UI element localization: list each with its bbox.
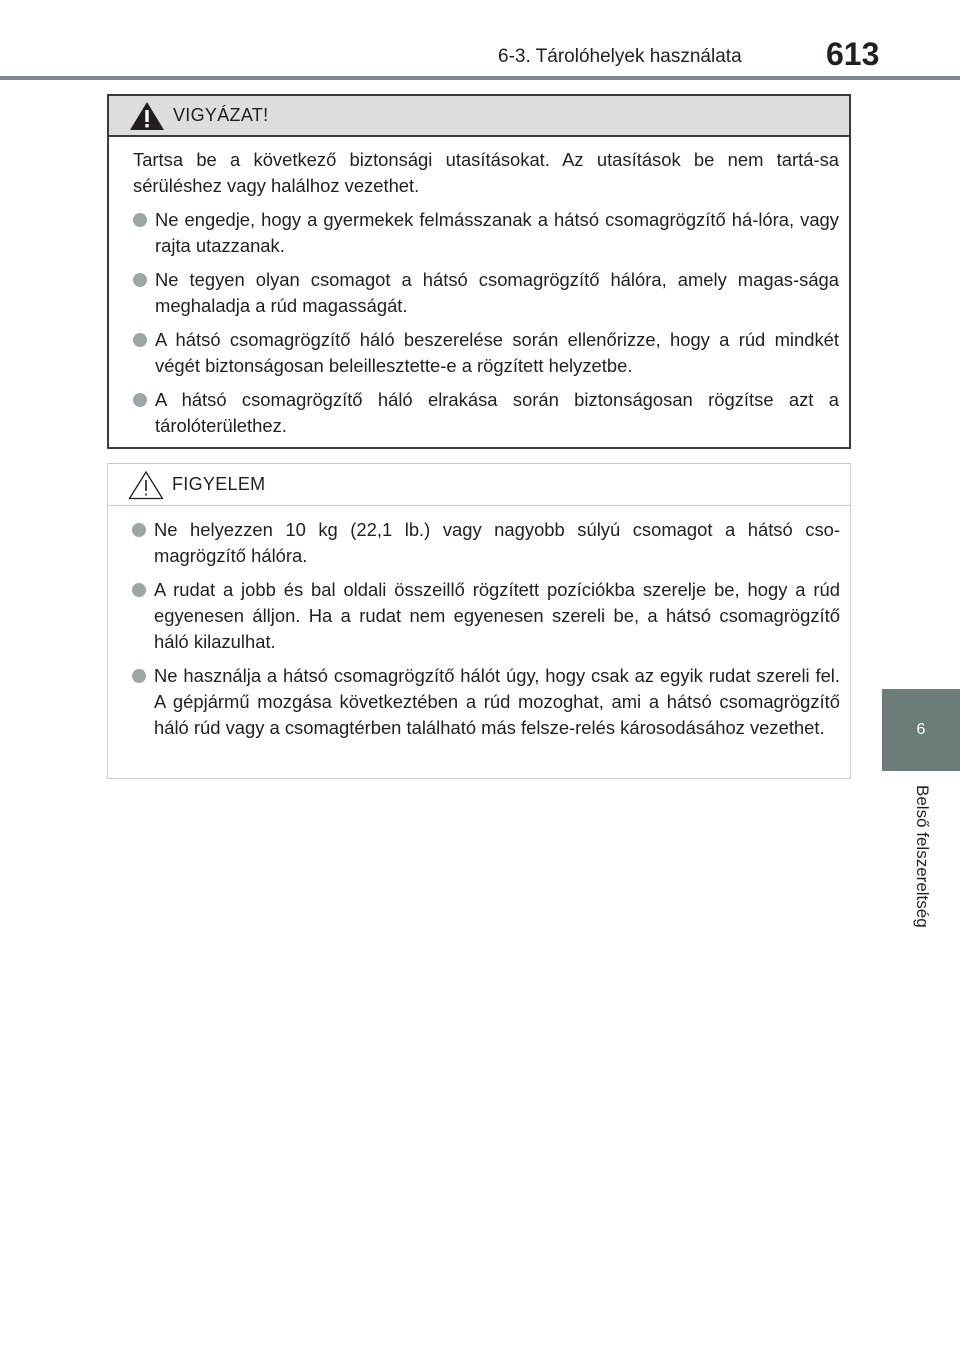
chapter-tab xyxy=(882,689,960,771)
bullet-dot-icon xyxy=(133,213,147,227)
list-item xyxy=(132,577,840,655)
page-number: 613 xyxy=(826,36,880,72)
chapter-number: 6 xyxy=(916,721,926,738)
list-item-text: Ne tegyen olyan csomagot a hátsó csomagrögzítő hálóra, amely magas-sága meghaladja a rúd magasságát. xyxy=(155,269,839,316)
bullet-dot-icon xyxy=(132,669,146,683)
list-item-text: Ne használja a hátsó csomagrögzítő hálót úgy, hogy csak az egyik rudat szereli fel. A gépjármű mozgása következtében a rúd mozoghat, ami a hátsó csomagrögzítő háló rúd vagy a csomagtérben található más felsze-relés károsodásához vezethet. xyxy=(154,665,840,738)
list-item-text: A hátsó csomagrögzítő háló beszerelése során ellenőrizze, hogy a rúd mindkét végét biztonságosan beleillesztette-e a rögzített helyzetbe. xyxy=(155,329,839,376)
bullet-dot-icon xyxy=(133,333,147,347)
caution-body xyxy=(108,506,850,741)
list-item xyxy=(132,517,840,569)
warning-title: VIGYÁZAT! xyxy=(173,105,269,125)
warning-intro: Tartsa be a következő biztonsági utasításokat. Az utasítások be nem tartá-sa sérüléshez vagy halálhoz vezethet. xyxy=(133,149,839,196)
warning-triangle-filled-icon xyxy=(129,101,165,131)
warning-body xyxy=(109,137,849,439)
warning-box xyxy=(107,94,851,449)
list-item-text: A rudat a jobb és bal oldali összeillő rögzített pozíciókba szerelje be, hogy a rúd egyenesen álljon. Ha a rudat nem egyenesen szereli be, a hátsó csomagrögzítő háló kilazulhat. xyxy=(154,579,840,652)
list-item xyxy=(133,267,839,319)
caution-header xyxy=(108,464,850,506)
section-title: 6-3. Tárolóhelyek használata xyxy=(498,46,742,67)
bullet-dot-icon xyxy=(133,393,147,407)
chapter-title: Belső felszereltség xyxy=(913,785,932,928)
list-item-text: A hátsó csomagrögzítő háló elrakása során biztonságosan rögzítse azt a tárolóterülethez. xyxy=(155,389,839,436)
list-item-text: Ne engedje, hogy a gyermekek felmásszanak a hátsó csomagrögzítő há-lóra, vagy rajta utazzanak. xyxy=(155,209,839,256)
caution-box xyxy=(107,463,851,779)
bullet-dot-icon xyxy=(133,273,147,287)
list-item-text: Ne helyezzen 10 kg (22,1 lb.) vagy nagyobb súlyú csomagot a hátsó cso-magrögzítő hálóra. xyxy=(154,519,840,566)
header-divider xyxy=(0,76,960,80)
list-item xyxy=(133,327,839,379)
list-item xyxy=(133,387,839,439)
warning-header xyxy=(109,96,849,137)
bullet-dot-icon xyxy=(132,523,146,537)
bullet-dot-icon xyxy=(132,583,146,597)
warning-triangle-outline-icon xyxy=(128,470,164,500)
list-item xyxy=(133,207,839,259)
caution-title: FIGYELEM xyxy=(172,474,266,494)
list-item xyxy=(132,663,840,741)
